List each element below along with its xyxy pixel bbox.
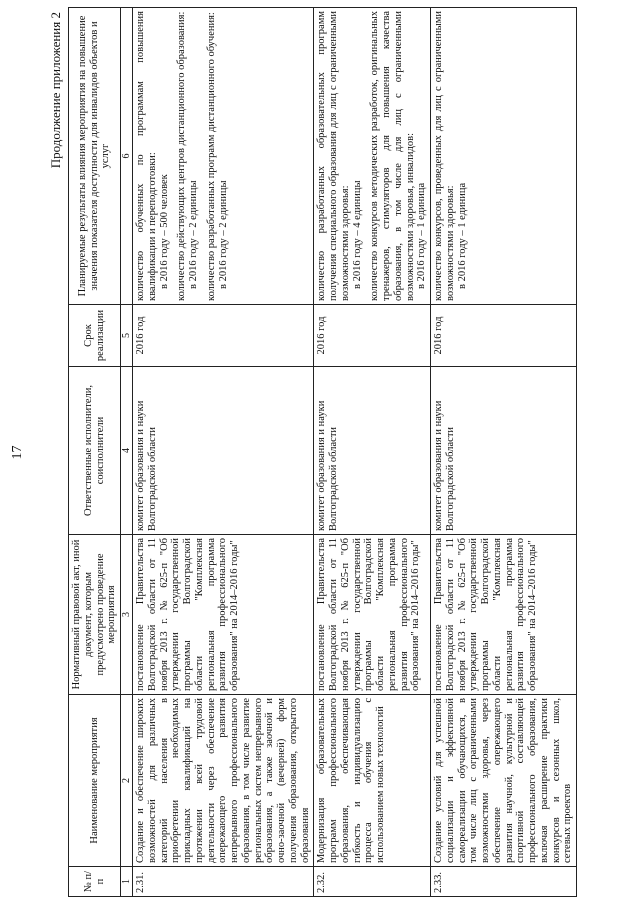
col-header-legal-act: Нормативный правовой акт, иной документ, которым предусмотрено проведение мероприятия xyxy=(69,535,121,695)
result-text: количество конкурсов методических разработок, оригинальных тренажеров, стимуляторов для повышения качества образования, в том числе для лиц с ограниченными возможностями здоровья, инвалидов: xyxy=(369,11,416,301)
result-text: количество разработанных образовательных программ получения специального образования для лиц с ограниченными возможностями здоровья: xyxy=(316,11,351,301)
term: 2016 год xyxy=(431,305,577,367)
executor: комитет образования и науки Волгоградской области xyxy=(133,367,314,535)
measure-name: Создание условий для успешной социализации и эффективной самореализации обучающихся, в том числе лиц с ограниченными возможностями здоровья, через обеспечение опережающего развития научной, культурной и спортивной составляющей профессионального образования, включая расширение практики конкурсов и сезонных школ, сетевых проектов xyxy=(431,695,577,867)
legal-act: постановление Правительства Волгоградской области от 11 ноября 2013 г. № 625-п "Об утверждении государственной программы Волгоградской области "Комплексная региональная программа развития профессионального образования" на 2014–2016 годы" xyxy=(314,535,431,695)
result-text: количество обученных по программам повышения квалификации и переподготовки: xyxy=(135,11,158,301)
column-number: 2 xyxy=(121,695,133,867)
col-header-measure-name: Наименование мероприятия xyxy=(69,695,121,867)
col-header-number: № п/п xyxy=(69,867,121,897)
result-item xyxy=(433,11,468,301)
result-value: в 2016 году – 1 единица xyxy=(416,182,428,289)
legal-act: постановление Правительства Волгоградской области от 11 ноября 2013 г. № 625-п "Об утверждении государственной программы Волгоградской области "Комплексная региональная программа развития профессионального образования" на 2014–2016 годы" xyxy=(133,535,314,695)
result-value: в 2016 году – 1 единица xyxy=(456,182,468,289)
result-text: количество конкурсов, проведенных для лиц с ограниченными возможностями здоровья: xyxy=(433,11,456,301)
result-item xyxy=(176,11,200,301)
col-header-executors: Ответственные исполнители, соисполнители xyxy=(69,367,121,535)
col-header-results: Планируемые результаты влияния мероприятия на повышение значения показателя доступности для инвалидов объектов и услуг xyxy=(69,8,121,305)
page-number: 17 xyxy=(10,445,25,460)
result-item xyxy=(316,11,363,301)
result-text: количество разработанных программ дистанционного обучения: xyxy=(205,12,217,301)
executor: комитет образования и науки Волгоградской области xyxy=(314,367,431,535)
column-number: 4 xyxy=(121,367,133,535)
column-number: 5 xyxy=(121,305,133,367)
result-value: в 2016 году – 4 единицы xyxy=(351,180,363,289)
results-cell xyxy=(431,8,577,305)
column-number: 6 xyxy=(121,8,133,305)
term: 2016 год xyxy=(133,305,314,367)
row-number: 2.31. xyxy=(133,867,314,897)
column-number-row xyxy=(121,8,133,897)
continuation-note: Продолжение приложения 2 xyxy=(48,12,63,169)
table-row xyxy=(314,8,431,897)
result-value: в 2016 году – 2 единицы xyxy=(217,180,229,289)
executor: комитет образования и науки Волгоградской области xyxy=(431,367,577,535)
term: 2016 год xyxy=(314,305,431,367)
result-item xyxy=(369,11,428,301)
result-value: в 2016 году – 2 единицы xyxy=(188,180,200,289)
col-header-term: Срок реализации xyxy=(69,305,121,367)
row-number: 2.33. xyxy=(431,867,577,897)
column-number: 1 xyxy=(121,867,133,897)
result-value: в 2016 году – 500 человек xyxy=(158,174,170,289)
results-cell xyxy=(133,8,314,305)
measures-table xyxy=(68,7,577,897)
result-item xyxy=(135,11,170,301)
header-row xyxy=(69,8,121,897)
results-cell xyxy=(314,8,431,305)
legal-act: постановление Правительства Волгоградской области от 11 ноября 2013 г. № 625-п "Об утверждении государственной программы Волгоградской области "Комплексная региональная программа развития профессионального образования" на 2014–2016 годы" xyxy=(431,535,577,695)
result-item xyxy=(206,11,230,301)
table-row xyxy=(431,8,577,897)
measure-name: Создание и обеспечение широких возможностей для различных категорий населения в приобретении необходимых прикладных квалификаций на протяжении всей трудовой деятельности через обеспечение опережающего развития непрерывного профессионального образования, в том числе развитие региональных систем непрерывного образования, а также заочной и очно-заочной (вечерней) форм получения образования, открытого образования xyxy=(133,695,314,867)
measure-name: Модернизация образовательных программ профессионального образования, обеспечивающая гибкость и индивидуализацию процесса обучения с использованием новых технологий xyxy=(314,695,431,867)
column-number: 3 xyxy=(121,535,133,695)
table-row xyxy=(133,8,314,897)
row-number: 2.32. xyxy=(314,867,431,897)
result-text: количество действующих центров дистанционного образования: xyxy=(176,11,188,301)
